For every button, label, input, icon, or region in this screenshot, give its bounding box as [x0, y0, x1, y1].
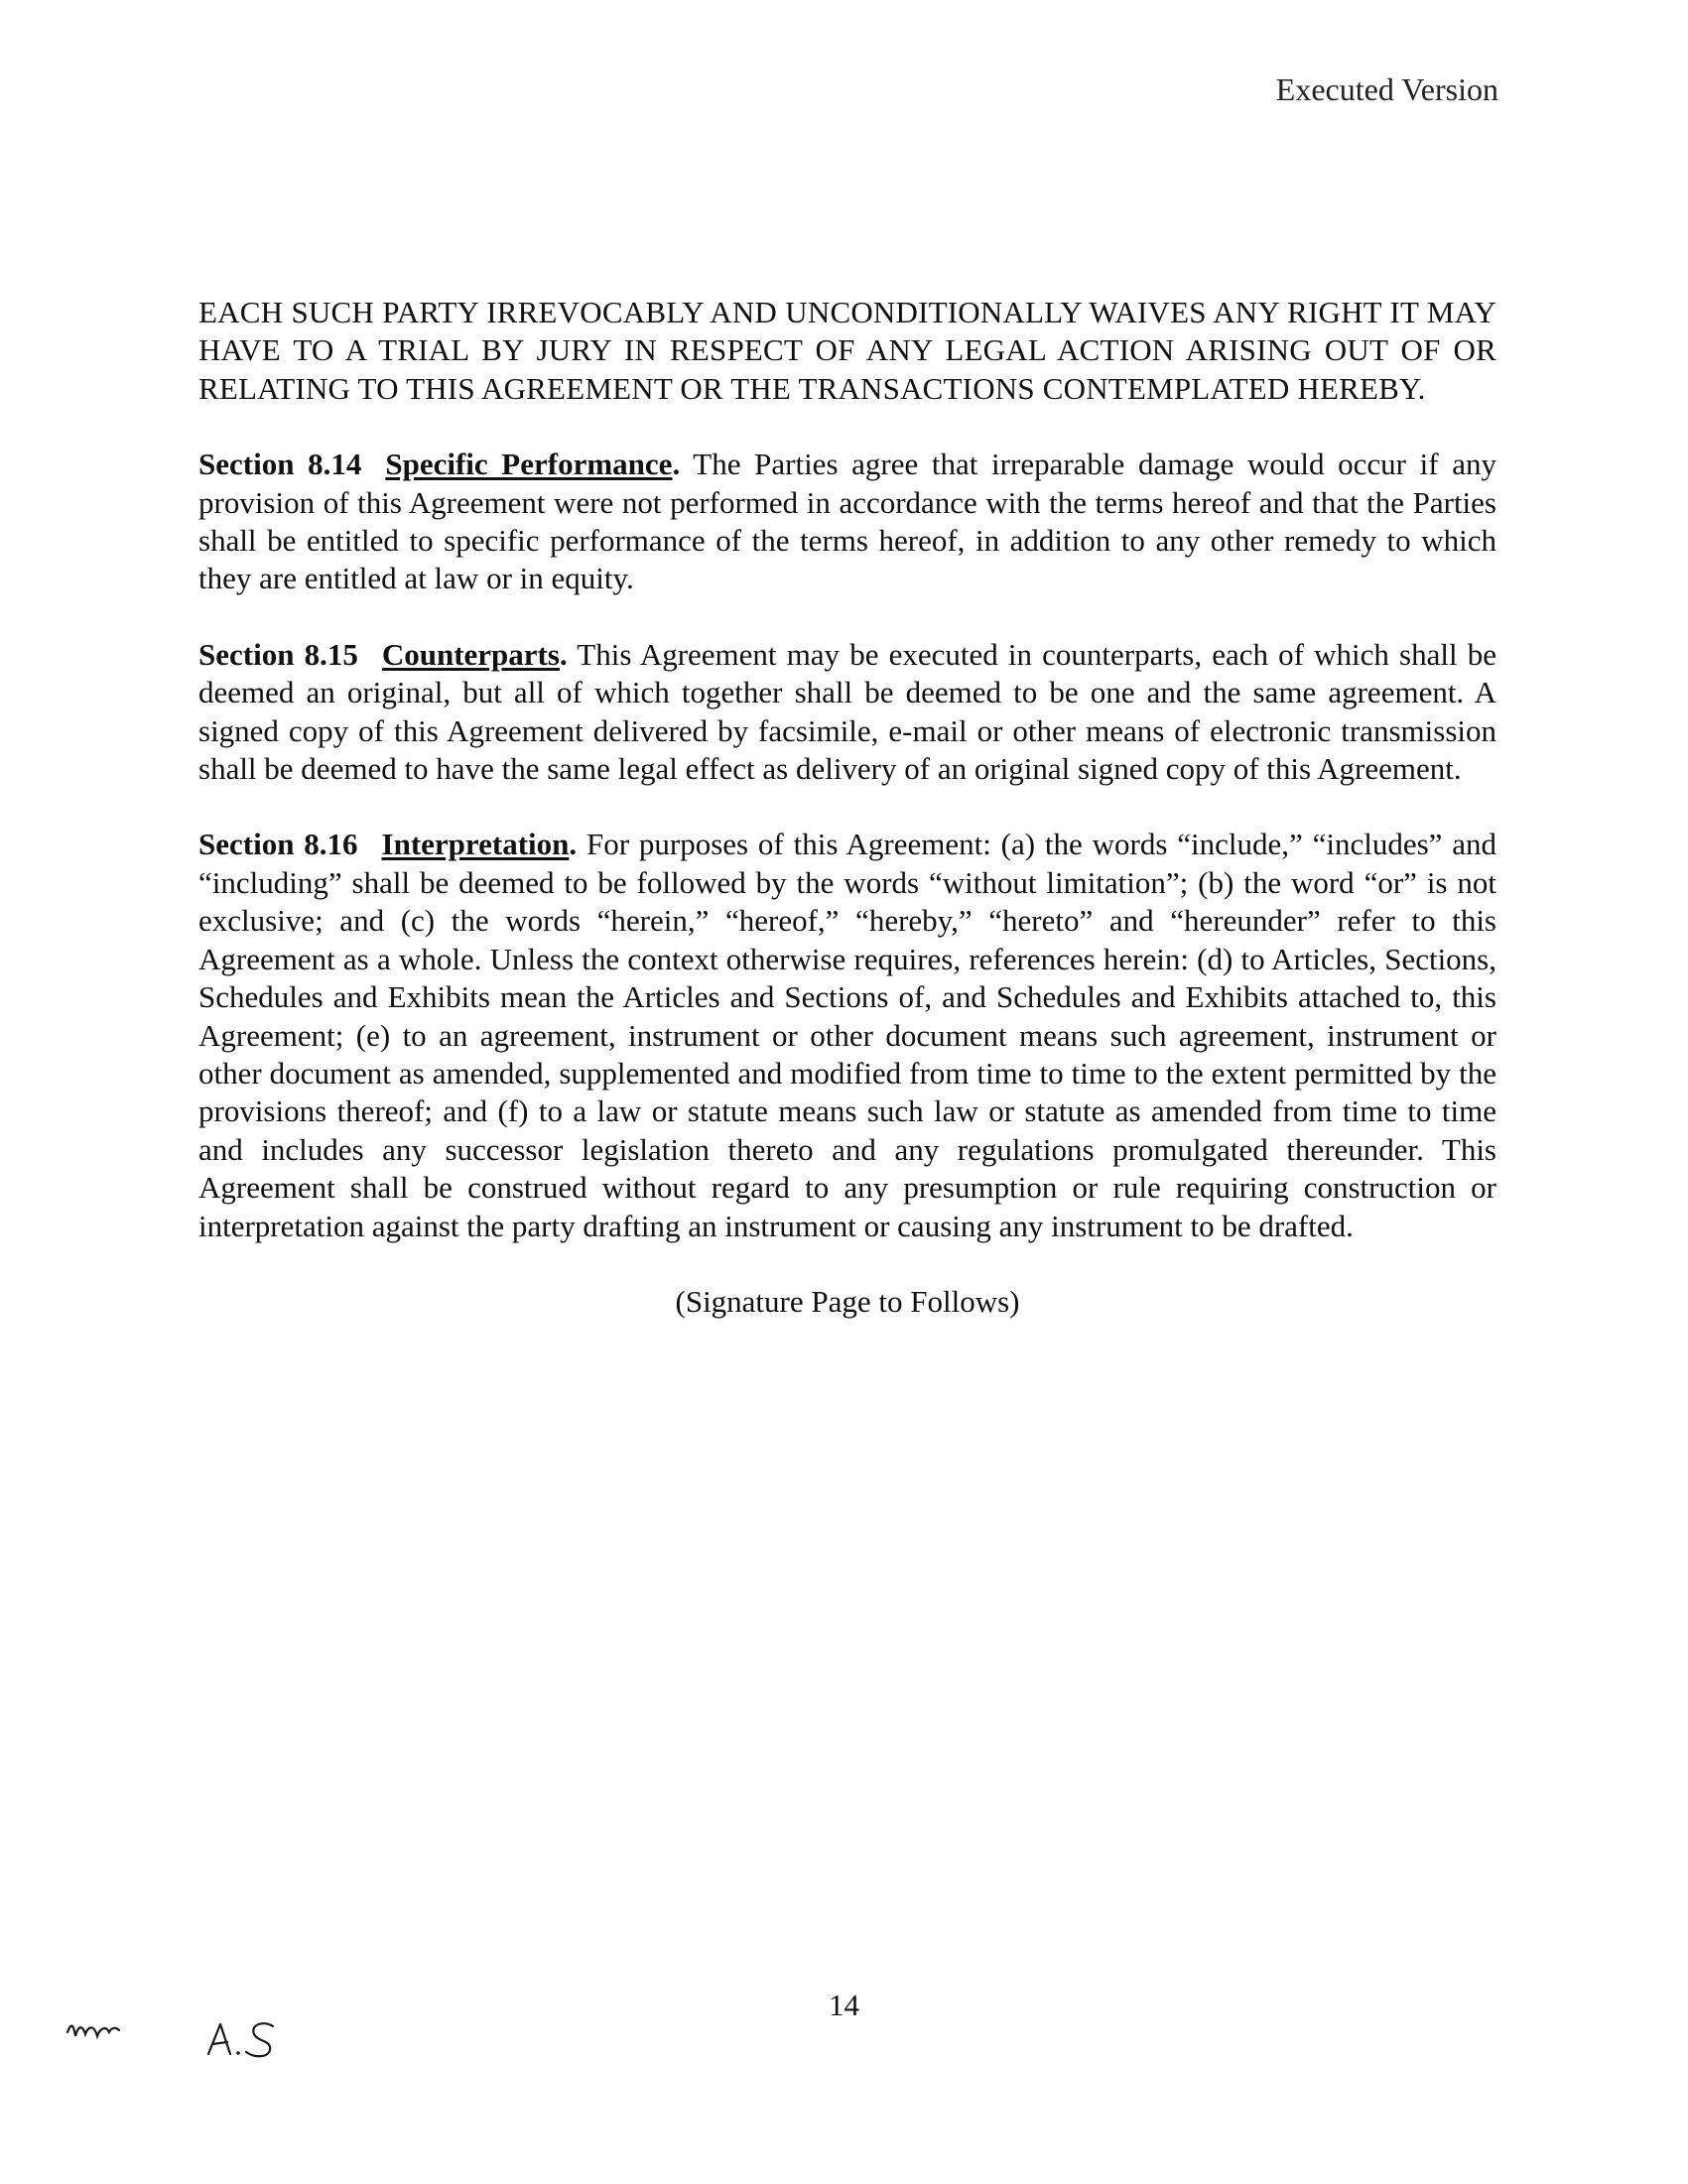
section-title: Counterparts	[381, 636, 560, 672]
section-text: This Agreement may be executed in counterparts, each of which shall be deemed an original, but all of which together shall be deemed to be one and the same agreement. A signed copy of this Agreement delivered by facsimile, e-mail or other means of electronic transmission shall be deemed to have the same legal effect as delivery of an original signed copy of this Agreement.	[198, 636, 1497, 787]
document-body	[198, 294, 1496, 1358]
section-title-punct: .	[559, 636, 568, 672]
signature-page-note: (Signature Page to Follows)	[675, 1283, 1020, 1319]
section-title-punct: .	[569, 827, 578, 862]
page-number: 14	[829, 1988, 859, 2022]
document-version-label: Executed Version	[1275, 71, 1498, 107]
section-8-16	[198, 826, 1496, 1244]
section-title: Interpretation	[381, 827, 570, 862]
section-number: Section 8.16	[198, 827, 358, 862]
section-text: For purposes of this Agreement: (a) the words “include,” “includes” and “including” shall be deemed to be followed by the words “without limitation”; (b) the word “or” is not exclusive; and (c) the words “herein,” “hereof,” “hereby,” “hereto” and “hereunder” refer to this Agreement as a whole. Unless the context otherwise requires, references herein: (d) to Articles, Sections, Schedules and Exhibits mean the Articles and Sections of, and Schedules and Exhibits attached to, this Agreement; (e) to an agreement, instrument or other document means such agreement, instrument or other document as amended, supplemented and modified from time to time to the extent permitted by the provisions thereof; and (f) to a law or statute means such law or statute as amended from time to time and includes any successor legislation thereto and any regulations promulgated thereunder. This Agreement shall be construed without regard to any presumption or rule requiring construction or interpretation against the party drafting an instrument or causing any instrument to be drafted.	[198, 827, 1497, 1243]
section-number: Section 8.15	[198, 636, 358, 672]
section-8-15	[198, 636, 1496, 789]
jury-waiver-paragraph: EACH SUCH PARTY IRREVOCABLY AND UNCONDITIONALLY WAIVES ANY RIGHT IT MAY HAVE TO A TRIAL BY JURY IN RESPECT OF ANY LEGAL ACTION ARISING OUT OF OR RELATING TO THIS AGREEMENT OR THE TRANSACTIONS CONTEMPLATED HEREBY.	[198, 295, 1496, 406]
section-number: Section 8.14	[198, 447, 362, 482]
initials-signature-icon	[60, 1985, 318, 2074]
section-title-punct: .	[672, 447, 681, 482]
section-text: The Parties agree that irreparable damage would occur if any provision of this Agreement were not performed in accordance with the terms hereof and that the Parties shall be entitled to specific performance of the terms hereof, in addition to any other remedy to which they are entitled at law or in equity.	[198, 447, 1496, 596]
section-8-14	[198, 446, 1496, 598]
section-title: Specific Performance	[385, 447, 673, 482]
handwritten-initials	[60, 1985, 318, 2074]
